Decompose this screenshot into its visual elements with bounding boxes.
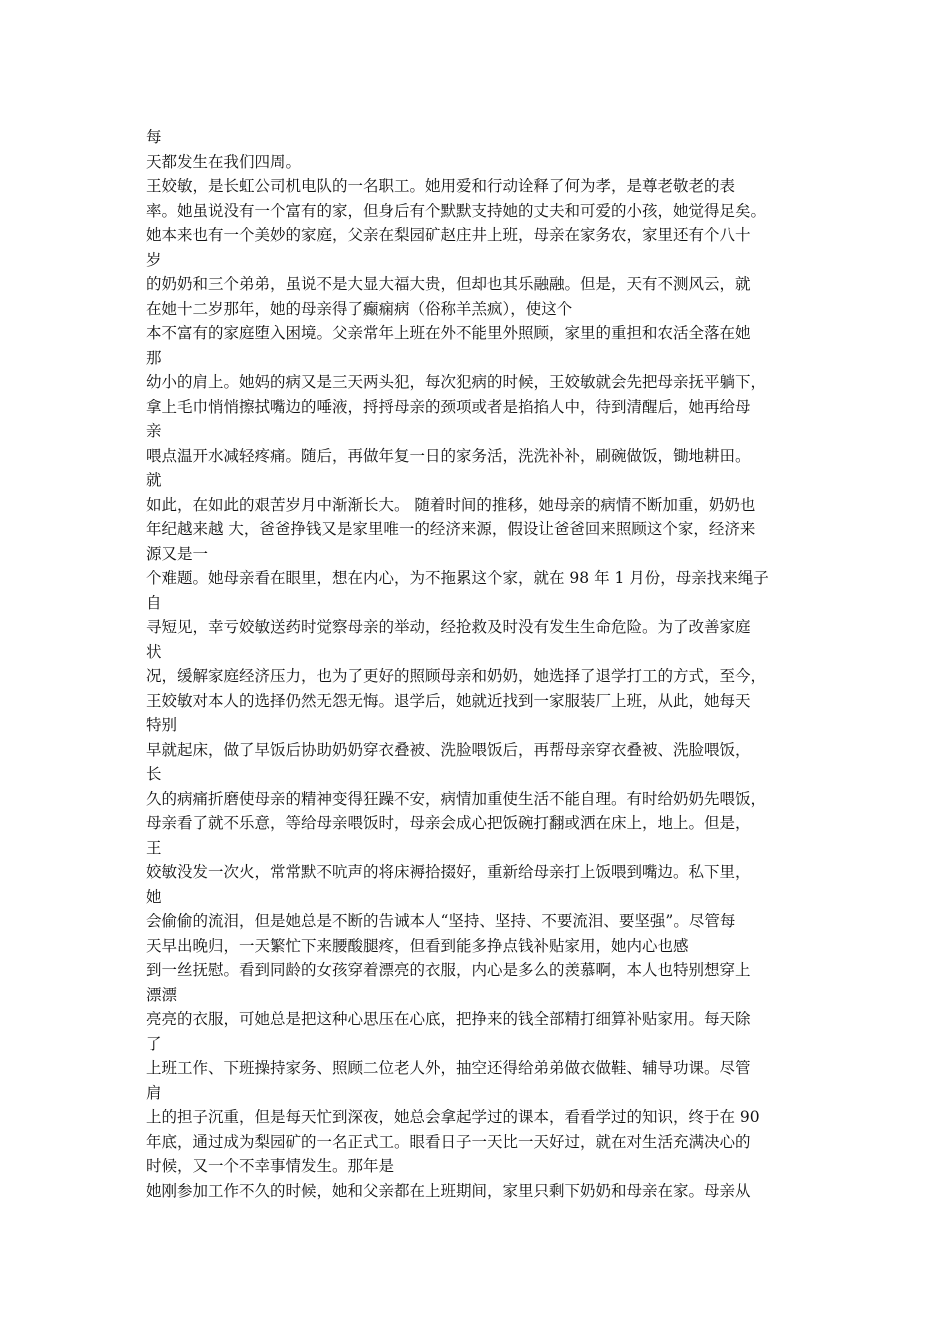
text-line: 她 bbox=[146, 887, 162, 906]
text-line: 特别 bbox=[146, 716, 178, 734]
text-line: 的奶奶和三个弟弟，虽说不是大显大福大贵，但却也其乐融融。但是，天有不测风云，就 bbox=[146, 275, 751, 293]
text-line: 况，缓解家庭经济压力，也为了更好的照顾母亲和奶奶，她选择了退学打工的方式，至今， bbox=[146, 667, 767, 685]
text-line: 状 bbox=[146, 642, 162, 661]
text-line: 天都发生在我们四周。 bbox=[146, 152, 302, 171]
text-line: 时候，又一个不幸事情发生。那年是 bbox=[146, 1157, 395, 1175]
text-line: 本不富有的家庭堕入困境。父亲常年上班在外不能里外照顾，家里的重担和农活全落在她 bbox=[146, 324, 751, 342]
text-line: 上班工作、下班操持家务、照顾二位老人外，抽空还得给弟弟做衣做鞋、辅导功课。尽管 bbox=[146, 1059, 751, 1077]
text-line: 她本来也有一个美妙的家庭，父亲在梨园矿赵庄井上班，母亲在家务农，家里还有个八十 bbox=[146, 226, 751, 244]
text-line: 亮亮的衣服，可她总是把这种心思压在心底，把挣来的钱全部精打细算补贴家用。每天除 bbox=[146, 1010, 751, 1028]
text-line: 寻短见，幸亏姣敏送药时觉察母亲的举动，经抢救及时没有发生生命危险。为了改善家庭 bbox=[146, 618, 751, 636]
body-text bbox=[146, 125, 811, 1203]
text-line: 每 bbox=[146, 128, 162, 146]
text-line: 幼小的肩上。她妈的病又是三天两头犯，每次犯病的时候，王姣敏就会先把母亲抚平躺下， bbox=[146, 373, 767, 391]
text-line: 上的担子沉重，但是每天忙到深夜，她总会拿起学过的课本，看看学过的知识，终于在 90 bbox=[146, 1108, 760, 1126]
text-line: 了 bbox=[146, 1034, 162, 1053]
text-line: 率。她虽说没有一个富有的家，但身后有个默默支持她的丈夫和可爱的小孩，她觉得足矣。 bbox=[146, 201, 767, 220]
text-line: 到一丝抚慰。看到同龄的女孩穿着漂亮的衣服，内心是多么的羡慕啊，本人也特别想穿上 bbox=[146, 961, 751, 979]
text-line: 早就起床，做了早饭后协助奶奶穿衣叠被、洗脸喂饭后，再帮母亲穿衣叠被、洗脸喂饭， bbox=[146, 740, 751, 759]
text-line: 久的病痛折磨使母亲的精神变得狂躁不安，病情加重使生活不能自理。有时给奶奶先喂饭， bbox=[146, 789, 767, 808]
text-line: 亲 bbox=[146, 422, 162, 440]
text-line: 肩 bbox=[146, 1083, 162, 1102]
text-line: 漂漂 bbox=[146, 985, 178, 1004]
text-line: 王姣敏对本人的选择仍然无怨无悔。退学后，她就近找到一家服装厂上班，从此，她每天 bbox=[146, 691, 751, 710]
text-line: 年纪越来越 大，爸爸挣钱又是家里唯一的经济来源，假设让爸爸回来照顾这个家，经济来 bbox=[146, 520, 756, 538]
text-line: 长 bbox=[146, 765, 162, 783]
text-line: 自 bbox=[146, 593, 162, 612]
text-line: 会偷偷的流泪，但是她总是不断的告诫本人“坚持、坚持、不要流泪、要坚强”。尽管每 bbox=[146, 912, 736, 930]
text-line: 拿上毛巾悄悄擦拭嘴边的唾液，捋捋母亲的颈项或者是掐掐人中，待到清醒后，她再给母 bbox=[146, 397, 751, 416]
text-line: 岁 bbox=[146, 250, 162, 269]
text-line: 姣敏没发一次火，常常默不吭声的将床褥拾掇好，重新给母亲打上饭喂到嘴边。私下里， bbox=[146, 863, 751, 881]
text-line: 在她十二岁那年，她的母亲得了癫痫病（俗称羊羔疯），使这个 bbox=[146, 299, 573, 318]
text-line: 年底，通过成为梨园矿的一名正式工。眼看日子一天比一天好过，就在对生活充满决心的 bbox=[146, 1132, 751, 1151]
text-line: 喂点温开水减轻疼痛。随后，再做年复一日的家务活，洗洗补补，刷碗做饭，锄地耕田。 bbox=[146, 446, 751, 465]
text-line: 就 bbox=[146, 471, 162, 489]
text-line: 她刚参加工作不久的时候，她和父亲都在上班期间，家里只剩下奶奶和母亲在家。母亲从 bbox=[146, 1181, 751, 1200]
text-line: 天早出晚归，一天繁忙下来腰酸腿疼，但看到能多挣点钱补贴家用，她内心也感 bbox=[146, 936, 689, 955]
text-line: 如此，在如此的艰苦岁月中渐渐长大。 随着时间的推移，她母亲的病情不断加重，奶奶也 bbox=[146, 495, 756, 514]
text-line: 那 bbox=[146, 348, 162, 367]
text-line: 个难题。她母亲看在眼里，想在内心，为不拖累这个家，就在 98 年 1 月份，母亲找来绳子 bbox=[146, 569, 769, 587]
text-line: 王 bbox=[146, 838, 162, 857]
text-line: 王姣敏，是长虹公司机电队的一名职工。她用爱和行动诠释了何为孝，是尊老敬老的表 bbox=[146, 177, 736, 195]
text-line: 母亲看了就不乐意，等给母亲喂饭时，母亲会成心把饭碗打翻或洒在床上，地上。但是， bbox=[146, 814, 751, 832]
text-line: 源又是一 bbox=[146, 544, 209, 563]
